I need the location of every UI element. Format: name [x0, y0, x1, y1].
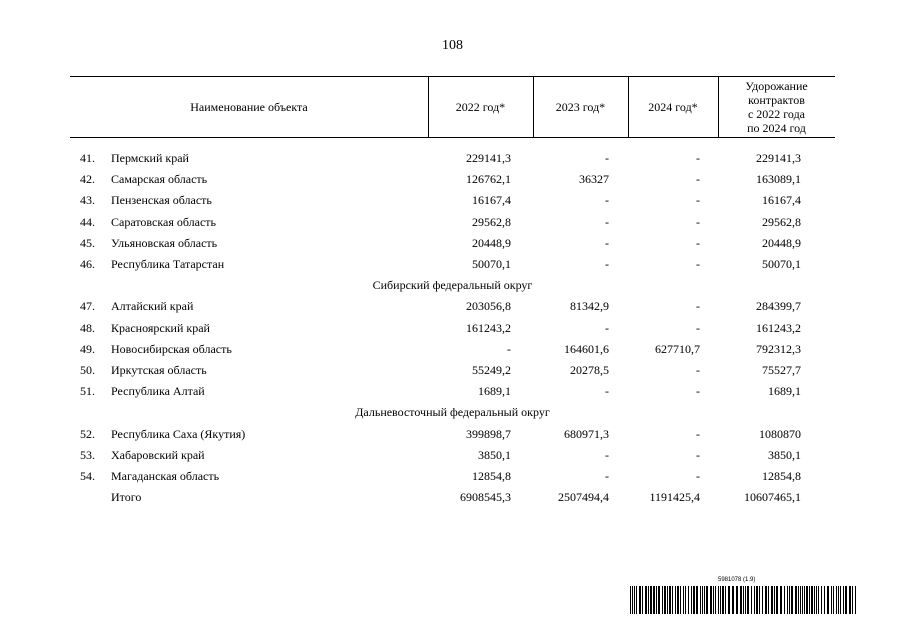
barcode [630, 586, 856, 614]
value-2022: 229141,3 [466, 151, 511, 165]
table-row [70, 254, 835, 275]
row-number: 53. [80, 448, 95, 462]
value-2022: 12854,8 [472, 469, 511, 483]
value-increase: 12854,8 [762, 469, 801, 483]
barcode-label: 5981078 (1.9) [718, 577, 756, 583]
value-2022: 203056,8 [466, 299, 511, 313]
value-2023: - [605, 236, 609, 250]
value-2024: - [696, 193, 700, 207]
header-increase-line: с 2022 года [747, 106, 806, 121]
region-name: Хабаровский край [111, 448, 205, 462]
table-row [70, 212, 835, 233]
value-increase: 75527,7 [762, 363, 801, 377]
value-2022: 20448,9 [472, 236, 511, 250]
section-heading: Дальневосточный федеральный округ [355, 405, 550, 419]
table-row [70, 318, 835, 339]
value-2024: - [696, 299, 700, 313]
value-increase: 20448,9 [762, 236, 801, 250]
region-name: Республика Саха (Якутия) [111, 427, 246, 441]
header-name [70, 76, 428, 137]
table-row [70, 445, 835, 466]
value-increase: 163089,1 [756, 172, 801, 186]
value-2024: - [696, 236, 700, 250]
value-2023: 36327 [579, 172, 609, 186]
value-2022: 1689,1 [478, 384, 511, 398]
page-number: 108 [442, 38, 463, 53]
value-2022: 6908545,3 [460, 490, 511, 504]
value-increase: 792312,3 [756, 342, 801, 356]
region-name: Саратовская область [111, 215, 217, 229]
value-2024: - [696, 257, 700, 271]
header-2023 [533, 76, 628, 137]
value-2023: - [605, 448, 609, 462]
region-name: Ульяновская область [111, 236, 218, 250]
value-2023: 20278,5 [570, 363, 609, 377]
value-2023: 2507494,4 [558, 490, 609, 504]
value-2022: 126762,1 [466, 172, 511, 186]
region-name: Новосибирская область [111, 342, 232, 356]
value-increase: 1080870 [759, 427, 801, 441]
region-name: Республика Алтай [111, 384, 205, 398]
header-increase [718, 76, 835, 137]
header-increase-line: Удорожание [745, 78, 808, 93]
row-number: 46. [80, 257, 95, 271]
table-header-bottom-border [70, 137, 835, 138]
header-2022-label: 2022 год* [455, 99, 506, 114]
table-row [70, 339, 835, 360]
header-2022 [428, 76, 533, 137]
row-number: 49. [80, 342, 95, 356]
row-number: 50. [80, 363, 95, 377]
value-increase: 10607465,1 [744, 490, 801, 504]
table-row [70, 233, 835, 254]
total-row [70, 487, 835, 508]
value-2022: 29562,8 [472, 215, 511, 229]
region-name: Пермский край [111, 151, 189, 165]
value-2024: - [696, 215, 700, 229]
region-name: Иркутская область [111, 363, 207, 377]
value-2024: 1191425,4 [649, 490, 700, 504]
value-2022: 50070,1 [472, 257, 511, 271]
region-name: Итого [111, 490, 142, 504]
table-row [70, 466, 835, 487]
region-name: Алтайский край [111, 299, 194, 313]
header-increase-line: по 2024 год [747, 120, 806, 135]
value-2023: 164601,6 [564, 342, 609, 356]
row-number: 43. [80, 193, 95, 207]
region-name: Самарская область [111, 172, 208, 186]
header-2024-label: 2024 год* [648, 99, 698, 114]
row-number: 48. [80, 321, 95, 335]
section-heading: Сибирский федеральный округ [372, 278, 533, 292]
header-2023-label: 2023 год* [555, 99, 606, 114]
value-2024: 627710,7 [655, 342, 700, 356]
value-2023: - [605, 257, 609, 271]
value-2024: - [696, 172, 700, 186]
value-2023: 81342,9 [570, 299, 609, 313]
header-2024 [628, 76, 718, 137]
row-number: 41. [80, 151, 95, 165]
row-number: 52. [80, 427, 95, 441]
value-increase: 1689,1 [768, 384, 801, 398]
value-2023: - [605, 215, 609, 229]
value-increase: 50070,1 [762, 257, 801, 271]
table-row [70, 169, 835, 190]
value-2022: 399898,7 [466, 427, 511, 441]
value-increase: 29562,8 [762, 215, 801, 229]
value-2022: 3850,1 [478, 448, 511, 462]
table-row [70, 381, 835, 402]
table-row [70, 424, 835, 445]
table-row [70, 296, 835, 317]
value-2022: 16167,4 [472, 193, 511, 207]
row-number: 51. [80, 384, 95, 398]
value-2024: - [696, 469, 700, 483]
value-2023: - [605, 193, 609, 207]
value-increase: 161243,2 [756, 321, 801, 335]
value-2024: - [696, 448, 700, 462]
value-2023: - [605, 469, 609, 483]
value-increase: 3850,1 [768, 448, 801, 462]
region-name: Республика Татарстан [111, 257, 225, 271]
table-row [70, 360, 835, 381]
value-increase: 284399,7 [756, 299, 801, 313]
value-2022: - [507, 342, 511, 356]
region-name: Магаданская область [111, 469, 220, 483]
table-row [70, 190, 835, 211]
region-name: Пензенская область [111, 193, 212, 207]
value-2023: - [605, 384, 609, 398]
value-2022: 161243,2 [466, 321, 511, 335]
value-2024: - [696, 151, 700, 165]
value-increase: 229141,3 [756, 151, 801, 165]
value-increase: 16167,4 [762, 193, 801, 207]
row-number: 44. [80, 215, 95, 229]
value-2024: - [696, 363, 700, 377]
value-2023: - [605, 151, 609, 165]
row-number: 54. [80, 469, 95, 483]
value-2024: - [696, 321, 700, 335]
header-name-label: Наименование объекта [190, 99, 308, 114]
value-2024: - [696, 427, 700, 441]
region-name: Красноярский край [111, 321, 210, 335]
table-row [70, 148, 835, 169]
row-number: 47. [80, 299, 95, 313]
value-2024: - [696, 384, 700, 398]
row-number: 42. [80, 172, 95, 186]
value-2023: - [605, 321, 609, 335]
header-increase-line: контрактов [748, 92, 805, 107]
value-2022: 55249,2 [472, 363, 511, 377]
value-2023: 680971,3 [564, 427, 609, 441]
row-number: 45. [80, 236, 95, 250]
